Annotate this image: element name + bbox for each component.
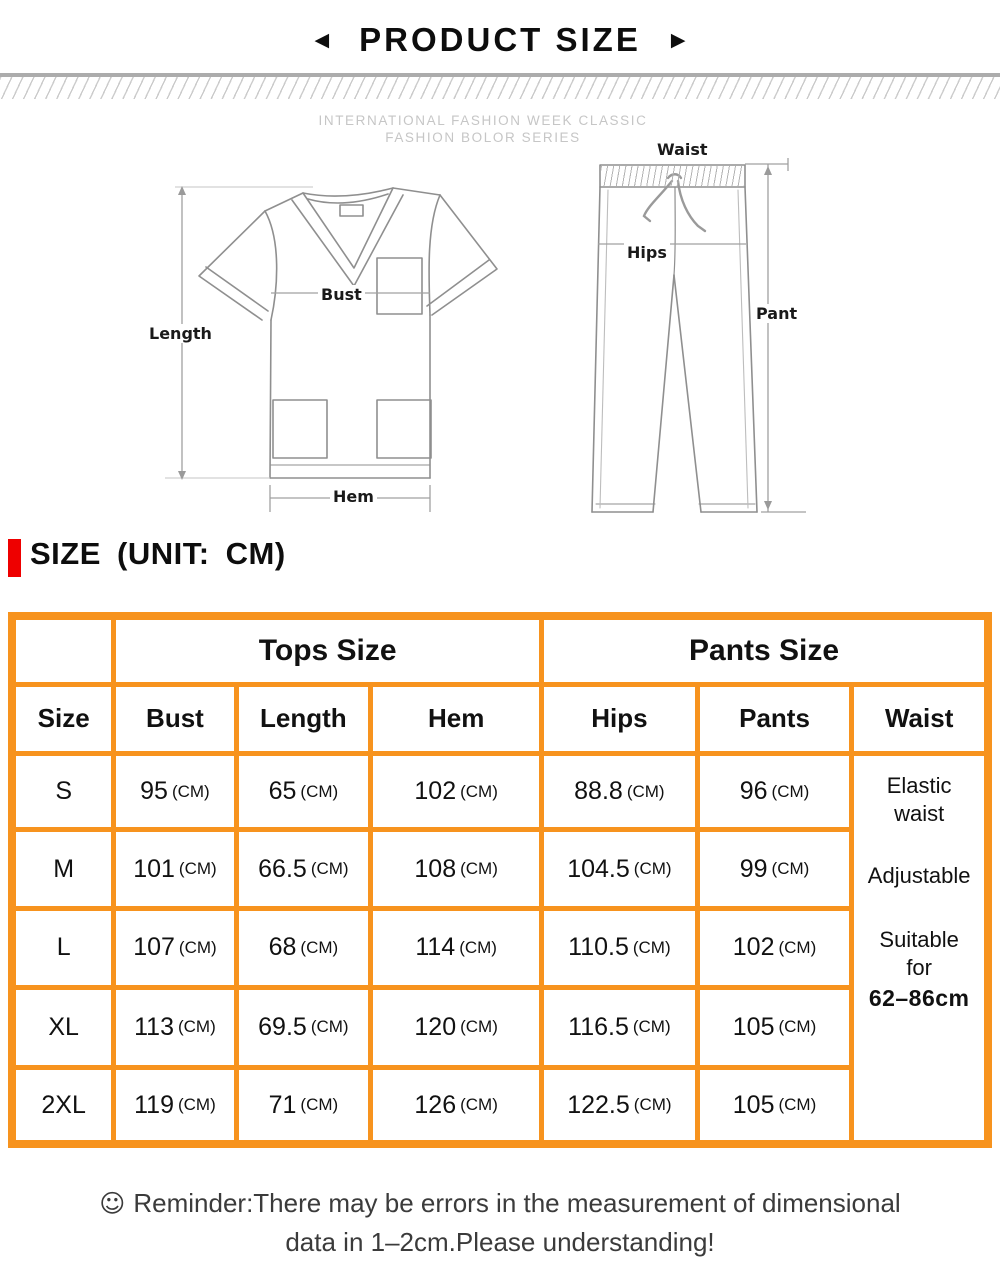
row-s-hips: 88.8 (CM) bbox=[544, 756, 695, 828]
row-l-hips: 110.5 (CM) bbox=[544, 911, 695, 985]
series-caption-line1: INTERNATIONAL FASHION WEEK CLASSIC bbox=[318, 113, 648, 128]
reminder-line2: data in 1–2cm.Please understanding! bbox=[285, 1227, 715, 1257]
row-m-hem: 108 (CM) bbox=[373, 832, 539, 906]
column-header-size: Size bbox=[16, 687, 111, 751]
row-m-size: M bbox=[16, 832, 111, 906]
page-title: PRODUCT SIZE bbox=[359, 21, 641, 58]
column-header-bust: Bust bbox=[116, 687, 233, 751]
column-header-hips: Hips bbox=[544, 687, 695, 751]
bust-label: Bust bbox=[318, 285, 365, 304]
right-arrow-icon: ▶ bbox=[670, 28, 686, 51]
row-xl-size: XL bbox=[16, 990, 111, 1066]
row-m-length: 66.5 (CM) bbox=[239, 832, 369, 906]
waistband-texture bbox=[601, 166, 744, 186]
row-xl-pants: 105 (CM) bbox=[700, 990, 850, 1066]
size-unit-title: SIZE (UNIT: CM) bbox=[30, 536, 286, 571]
tops-size-group-header: Tops Size bbox=[116, 620, 539, 682]
column-header-hem: Hem bbox=[373, 687, 539, 751]
row-2xl-bust: 119 (CM) bbox=[116, 1070, 233, 1140]
row-2xl-hips: 122.5 (CM) bbox=[544, 1070, 695, 1140]
waist-label: Waist bbox=[654, 140, 711, 159]
waist-note-elastic: Elastic waist bbox=[886, 772, 952, 826]
reminder-note bbox=[0, 1184, 1000, 1262]
waist-notes-cell bbox=[854, 756, 984, 1140]
row-l-bust: 107 (CM) bbox=[116, 911, 233, 985]
row-m-bust: 101 (CM) bbox=[116, 832, 233, 906]
column-header-length: Length bbox=[239, 687, 369, 751]
row-xl-hem: 120 (CM) bbox=[373, 990, 539, 1066]
pants-size-group-header: Pants Size bbox=[544, 620, 984, 682]
series-caption-line2: FASHION BOLOR SERIES bbox=[385, 130, 581, 145]
row-l-hem: 114 (CM) bbox=[373, 911, 539, 985]
reminder-line1-text: Reminder:There may be errors in the measurement of dimensional bbox=[133, 1188, 901, 1218]
row-xl-bust: 113 (CM) bbox=[116, 990, 233, 1066]
row-2xl-length: 71 (CM) bbox=[239, 1070, 369, 1140]
row-s-size: S bbox=[16, 756, 111, 828]
row-l-size: L bbox=[16, 911, 111, 985]
row-m-hips: 104.5 (CM) bbox=[544, 832, 695, 906]
waist-note-range: 62–86cm bbox=[868, 984, 970, 1011]
row-s-pants: 96 (CM) bbox=[700, 756, 850, 828]
smiley-icon: ☺ bbox=[99, 1189, 126, 1218]
length-label: Length bbox=[146, 324, 215, 343]
hips-label: Hips bbox=[624, 243, 670, 262]
pants-diagram bbox=[580, 148, 810, 528]
scrub-top-diagram bbox=[145, 168, 525, 528]
row-2xl-pants: 105 (CM) bbox=[700, 1070, 850, 1140]
pant-label: Pant bbox=[753, 304, 800, 323]
page-header bbox=[0, 16, 1000, 64]
left-arrow-icon: ◀ bbox=[314, 28, 330, 51]
series-caption bbox=[283, 112, 683, 146]
row-l-length: 68 (CM) bbox=[239, 911, 369, 985]
row-s-bust: 95 (CM) bbox=[116, 756, 233, 828]
red-accent-bar bbox=[8, 539, 21, 577]
hatch-divider bbox=[0, 77, 1000, 99]
row-xl-length: 69.5 (CM) bbox=[239, 990, 369, 1066]
column-header-pants: Pants bbox=[700, 687, 850, 751]
table-corner-cell bbox=[16, 620, 111, 682]
row-2xl-size: 2XL bbox=[16, 1070, 111, 1140]
row-xl-hips: 116.5 (CM) bbox=[544, 990, 695, 1066]
row-l-pants: 102 (CM) bbox=[700, 911, 850, 985]
column-header-waist: Waist bbox=[854, 687, 984, 751]
waist-note-adjustable: Adjustable bbox=[867, 862, 971, 888]
row-m-pants: 99 (CM) bbox=[700, 832, 850, 906]
row-s-length: 65 (CM) bbox=[239, 756, 369, 828]
row-s-hem: 102 (CM) bbox=[373, 756, 539, 828]
waist-note-suitable: Suitable for bbox=[879, 926, 959, 980]
hem-label: Hem bbox=[330, 487, 377, 506]
row-2xl-hem: 126 (CM) bbox=[373, 1070, 539, 1140]
size-table bbox=[8, 612, 992, 1148]
reminder-line1 bbox=[0, 1184, 1000, 1223]
